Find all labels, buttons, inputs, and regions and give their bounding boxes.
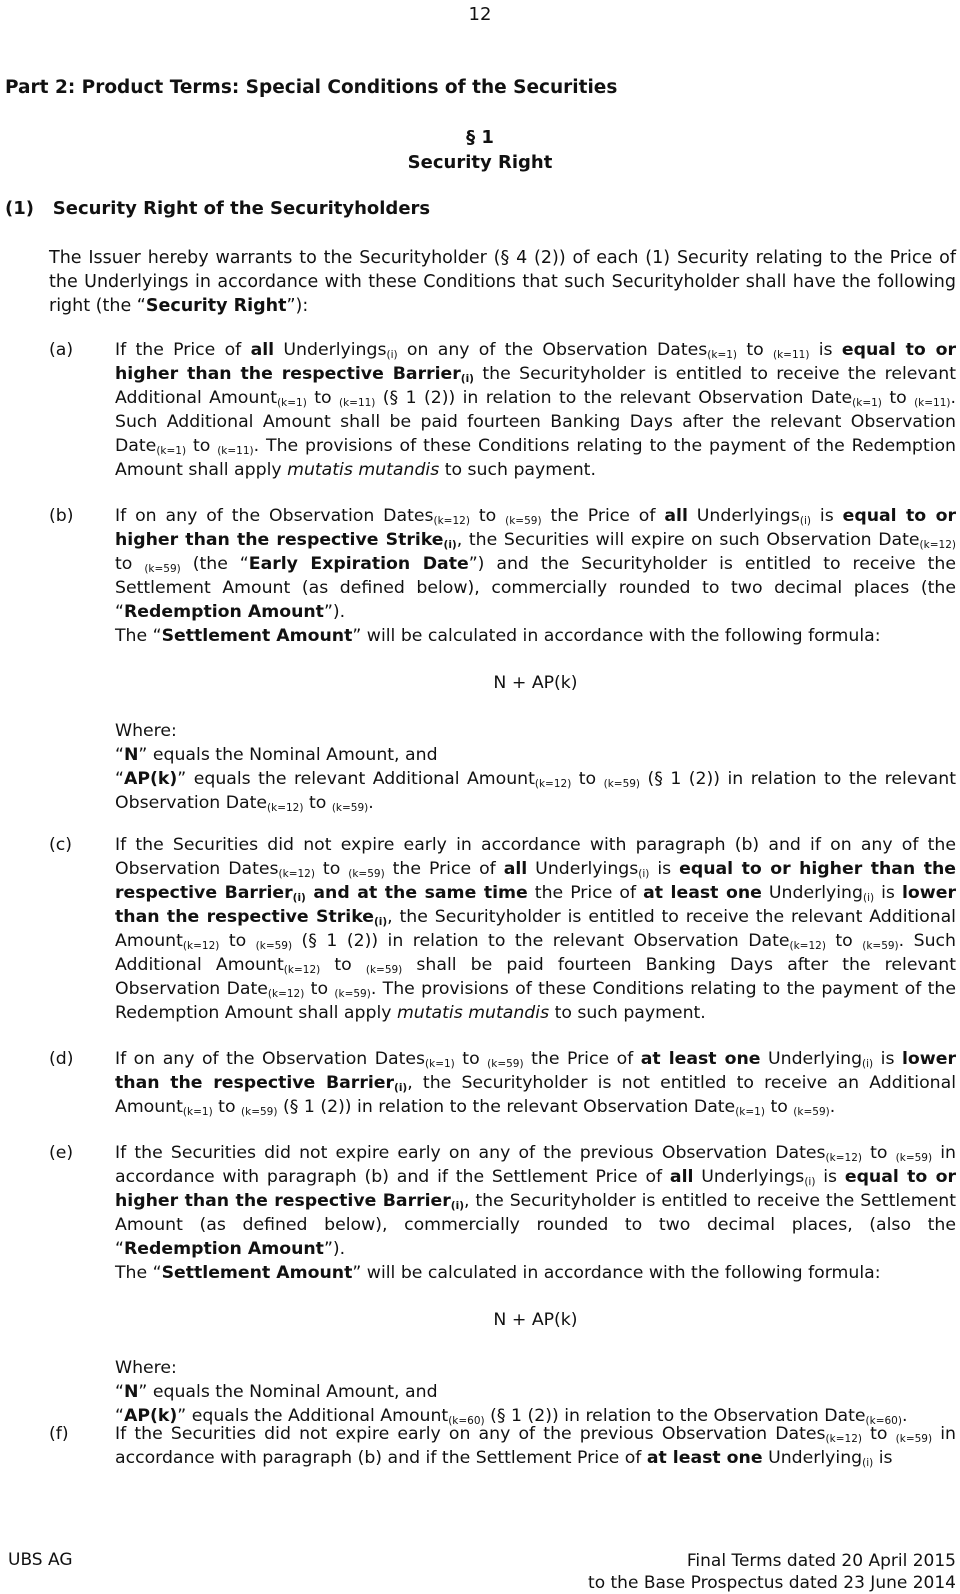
item-paragraph: If on any of the Observation Dates$_{(k=12)}$ to $_{(k=59)}$ the Price of all Underlyings$_{(i)}$ is equal to or higher than the respective Strike$_{(i)}$, the Securities will expire on such Observation Date$_{(k=12)}$ to $_{(k=59)}$ (the “Early Expiration Date”) and the Securityholder is entitled to receive the Settlement Amount (as defined below), commercially rounded to two decimal places (the “Redemption Amount”). — [115, 506, 956, 622]
item-body — [115, 338, 956, 482]
item-label: (f) — [49, 1424, 69, 1444]
intro-paragraph: The Issuer hereby warrants to the Securityholder (§ 4 (2)) of each (1) Security relating to the Price of the Underlyings in accordance with these Conditions that such Securityholder shall have the following right (the “Security Right”): — [49, 248, 956, 316]
item-label: (d) — [49, 1049, 74, 1069]
item-label: (e) — [49, 1143, 74, 1163]
definition-apk: “AP(k)” equals the relevant Additional Amount$_{(k=12)}$ to $_{(k=59)}$ (§ 1 (2)) in relation to the relevant Observation Date$_{(k=12)}$ to $_{(k=59)}$. — [115, 769, 956, 814]
footer-base-prospectus: to the Base Prospectus dated 23 June 2014 — [588, 1573, 956, 1593]
item-body — [115, 833, 956, 1025]
item-paragraph: If the Securities did not expire early on any of the previous Observation Dates$_{(k=12)}$ to $_{(k=59)}$ in accordance with paragraph (b) and if the Settlement Price of at least one Underlying$_{(i)}$ is — [115, 1424, 957, 1469]
item-body — [115, 1422, 956, 1470]
section-symbol: § 1 — [466, 127, 494, 148]
item-label: (a) — [49, 340, 74, 360]
item-paragraph: If the Securities did not expire early on any of the previous Observation Dates$_{(k=12)}$ to $_{(k=59)}$ in accordance with paragraph (b) and if the Settlement Price of all Underlyings$_{(i)}$ is equal to or higher than the respective Barrier$_{(i)}$, the Securityholder is entitled to receive the Settlement Amount (as defined below), commercially rounded to two decimal places, (also the “Redemption Amount”). — [115, 1143, 957, 1259]
item-body — [115, 504, 956, 815]
definition-n: “N” equals the Nominal Amount, and — [115, 745, 438, 765]
section-heading — [390, 125, 570, 175]
where-label: Where: — [115, 721, 177, 741]
item-paragraph: If the Securities did not expire early in accordance with paragraph (b) and if on any of the Observation Dates$_{(k=12)}$ to $_{(k=59)}$ the Price of all Underlyings$_{(i)}$ is equal to or higher than the respective Barrier$_{(i)}$ and at the same time the Price of at least one Underlying$_{(i)}$ is lower than the respective Strike$_{(i)}$, the Securityholder is entitled to receive the relevant Additional Amount$_{(k=12)}$ to $_{(k=59)}$ (§ 1 (2)) in relation to the relevant Observation Date$_{(k=12)}$ to $_{(k=59)}$. Such Additional Amount$_{(k=12)}$ to $_{(k=59)}$ shall be paid fourteen Banking Days after the relevant Observation Date$_{(k=12)}$ to $_{(k=59)}$. The provisions of these Conditions relating to the payment of the Redemption Amount shall apply mutatis mutandis to such payment. — [115, 835, 957, 1023]
item-body — [115, 1047, 956, 1119]
footer-final-terms: Final Terms dated 20 April 2015 — [686, 1551, 956, 1571]
definition-apk: “AP(k)” equals the Additional Amount$_{(k=60)}$ (§ 1 (2)) in relation to the Observation Date$_{(k=60)}$. — [115, 1406, 908, 1427]
item-paragraph: If on any of the Observation Dates$_{(k=1)}$ to $_{(k=59)}$ the Price of at least one Underlying$_{(i)}$ is lower than the respective Barrier$_{(i)}$, the Securityholder is not entitled to receive an Additional Amount$_{(k=1)}$ to $_{(k=59)}$ (§ 1 (2)) in relation to the relevant Observation Date$_{(k=1)}$ to $_{(k=59)}$. — [115, 1049, 956, 1118]
part-title: Part 2: Product Terms: Special Conditions of the Securities — [5, 77, 618, 98]
where-label: Where: — [115, 1358, 177, 1378]
item-body — [115, 1141, 956, 1428]
definition-n: “N” equals the Nominal Amount, and — [115, 1382, 438, 1402]
item-paragraph: The “Settlement Amount” will be calculated in accordance with the following formula: — [115, 1263, 881, 1283]
footer-issuer: UBS AG — [8, 1550, 73, 1570]
formula: N + AP(k) — [493, 673, 578, 693]
formula: N + AP(k) — [493, 1310, 578, 1330]
item-label: (b) — [49, 506, 74, 526]
footer-dates — [588, 1550, 956, 1594]
item-paragraph: The “Settlement Amount” will be calculated in accordance with the following formula: — [115, 626, 881, 646]
page-number: 12 — [468, 4, 492, 25]
subsection-title: (1) Security Right of the Securityholders — [5, 198, 431, 219]
item-paragraph: If the Price of all Underlyings$_{(i)}$ on any of the Observation Dates$_{(k=1)}$ to $_{(k=11)}$ is equal to or higher than the respective Barrier$_{(i)}$ the Securityholder is entitled to receive the relevant Additional Amount$_{(k=1)}$ to $_{(k=11)}$ (§ 1 (2)) in relation to the relevant Observation Date$_{(k=1)}$ to $_{(k=11)}$. Such Additional Amount shall be paid fourteen Banking Days after the relevant Observation Date$_{(k=1)}$ to $_{(k=11)}$. The provisions of these Conditions relating to the payment of the Redemption Amount shall apply mutatis mutandis to such payment. — [115, 340, 957, 480]
section-title: Security Right — [407, 152, 553, 173]
item-label: (c) — [49, 835, 72, 855]
